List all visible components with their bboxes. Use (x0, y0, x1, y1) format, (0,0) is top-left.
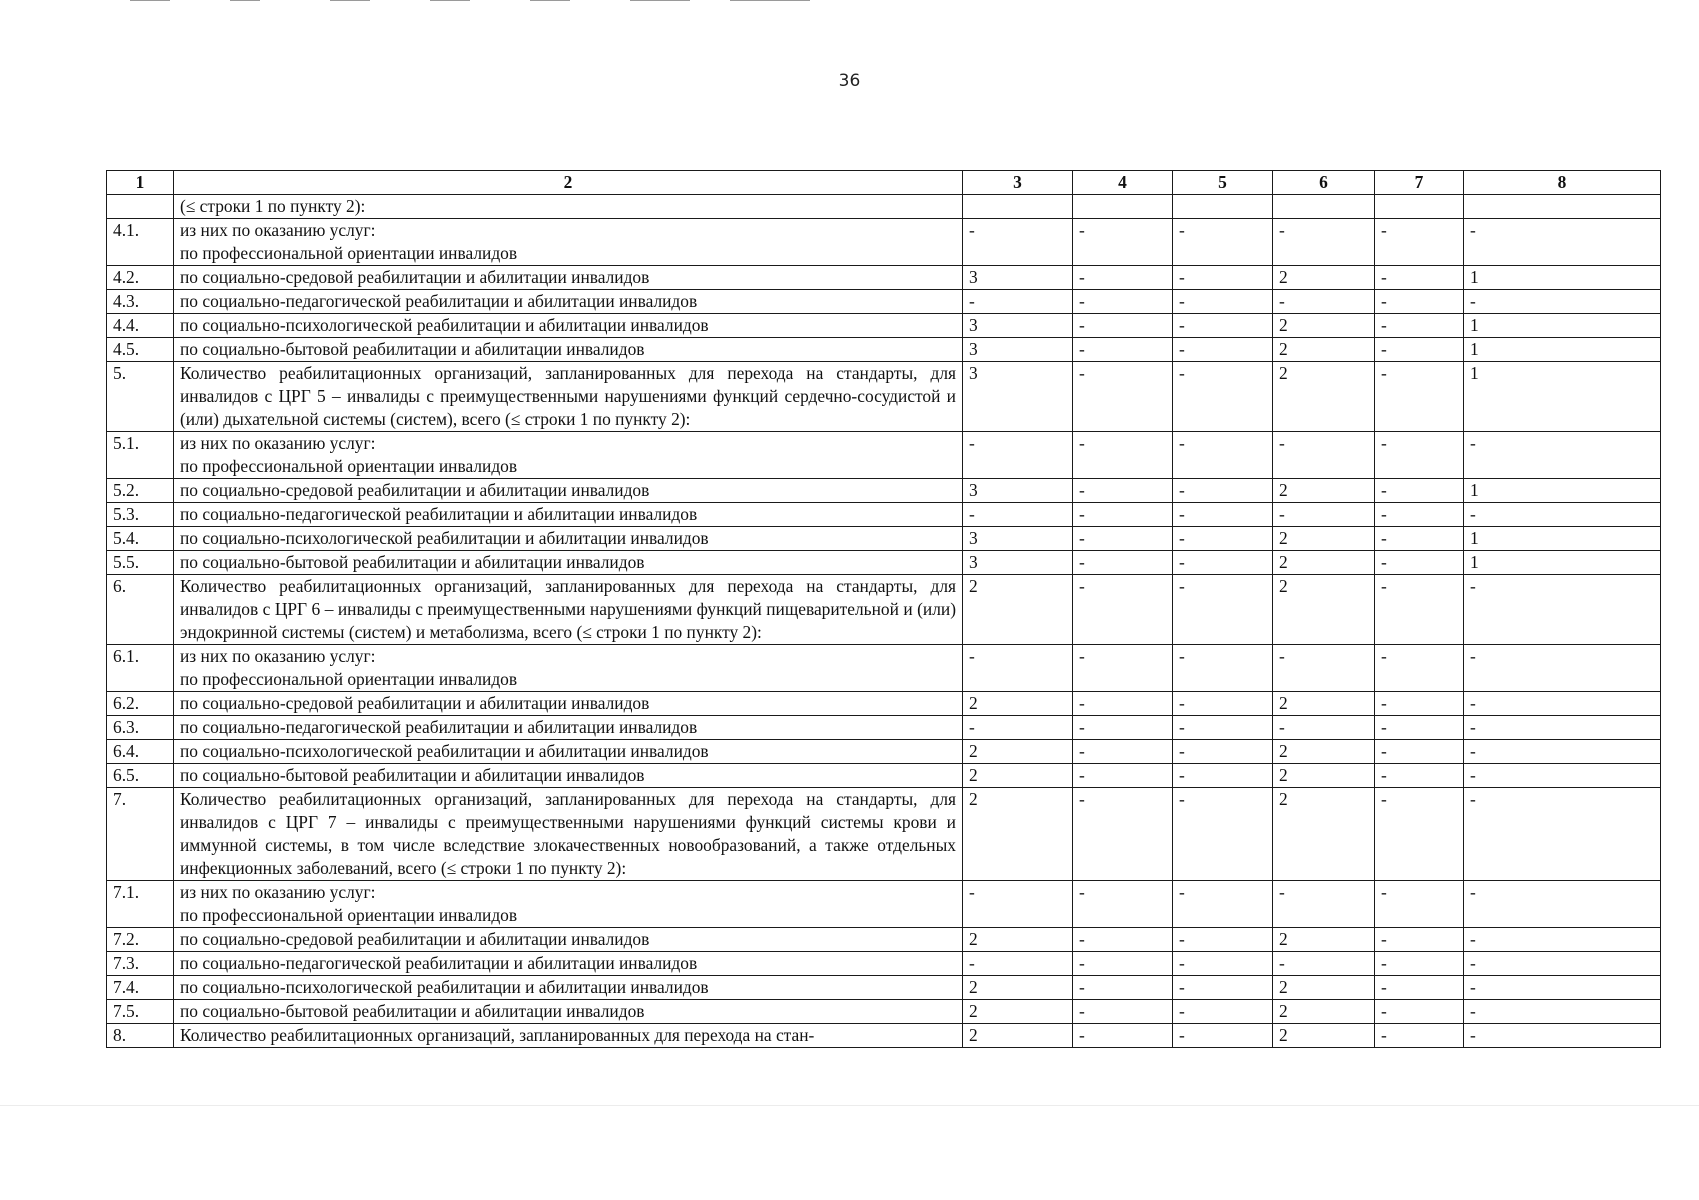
value-cell: - (1073, 266, 1173, 290)
value-cell: - (963, 432, 1073, 479)
value-cell: 2 (1273, 266, 1375, 290)
value-cell: - (1073, 692, 1173, 716)
value-cell (1375, 195, 1464, 219)
value-cell: - (1073, 432, 1173, 479)
value-cell: 2 (963, 976, 1073, 1000)
value-cell: - (1073, 764, 1173, 788)
value-cell: - (1273, 645, 1375, 692)
value-cell: 2 (1273, 575, 1375, 645)
row-number: 4.5. (107, 338, 174, 362)
value-cell: - (1073, 290, 1173, 314)
value-cell: - (963, 219, 1073, 266)
value-cell: - (1464, 1000, 1661, 1024)
table-row (107, 764, 1661, 788)
table-row (107, 881, 1661, 928)
row-number: 6.3. (107, 716, 174, 740)
value-cell: - (1073, 551, 1173, 575)
value-cell: - (1073, 881, 1173, 928)
table-row (107, 266, 1661, 290)
value-cell: - (1173, 503, 1273, 527)
value-cell: - (1375, 928, 1464, 952)
row-description: из них по оказанию услуг: по профессиональной ориентации инвалидов (174, 219, 963, 266)
row-number: 6.4. (107, 740, 174, 764)
value-cell: - (1375, 716, 1464, 740)
column-header: 3 (963, 171, 1073, 195)
value-cell: 2 (1273, 314, 1375, 338)
value-cell: - (1073, 1024, 1173, 1048)
value-cell: - (1375, 952, 1464, 976)
table-row (107, 952, 1661, 976)
row-number: 7.3. (107, 952, 174, 976)
row-number: 5.2. (107, 479, 174, 503)
row-description: по социально-бытовой реабилитации и абилитации инвалидов (174, 338, 963, 362)
row-description: Количество реабилитационных организаций, запланированных для перехода на стандарты, для инвалидов с ЦРГ 6 – инвалиды с преимущественными нарушениями функций пищеварительной и (или) эндокринной системы (систем) и метаболизма, всего (≤ строки 1 по пункту 2): (174, 575, 963, 645)
value-cell: - (963, 645, 1073, 692)
value-cell: - (1173, 266, 1273, 290)
value-cell: 2 (963, 1024, 1073, 1048)
page-number: 36 (838, 71, 861, 91)
value-cell: - (1173, 740, 1273, 764)
value-cell: 1 (1464, 551, 1661, 575)
table-row (107, 432, 1661, 479)
table-row (107, 645, 1661, 692)
row-description: Количество реабилитационных организаций, запланированных для перехода на стандарты, для инвалидов с ЦРГ 5 – инвалиды с преимущественными нарушениями функций сердечно-сосудистой и (или) дыхательной системы (систем), всего (≤ строки 1 по пункту 2): (174, 362, 963, 432)
value-cell: - (1375, 1000, 1464, 1024)
table-row (107, 503, 1661, 527)
scan-artifact (130, 0, 170, 1)
value-cell: 3 (963, 362, 1073, 432)
table-row (107, 195, 1661, 219)
row-number: 8. (107, 1024, 174, 1048)
value-cell: - (1375, 1024, 1464, 1048)
row-description: по социально-бытовой реабилитации и абилитации инвалидов (174, 764, 963, 788)
value-cell: - (1273, 290, 1375, 314)
row-description: по социально-средовой реабилитации и абилитации инвалидов (174, 266, 963, 290)
value-cell: - (963, 503, 1073, 527)
value-cell: - (1273, 952, 1375, 976)
value-cell: 2 (1273, 527, 1375, 551)
value-cell: - (1375, 881, 1464, 928)
value-cell: - (1375, 432, 1464, 479)
value-cell (1073, 195, 1173, 219)
table-row (107, 976, 1661, 1000)
value-cell: 2 (1273, 479, 1375, 503)
row-description: по социально-психологической реабилитации и абилитации инвалидов (174, 976, 963, 1000)
value-cell: - (1464, 503, 1661, 527)
value-cell: - (1173, 551, 1273, 575)
row-number: 5.3. (107, 503, 174, 527)
value-cell: - (1173, 692, 1273, 716)
value-cell: 2 (1273, 928, 1375, 952)
value-cell: - (1173, 976, 1273, 1000)
row-description: по социально-психологической реабилитации и абилитации инвалидов (174, 527, 963, 551)
value-cell: - (1273, 219, 1375, 266)
value-cell: - (1073, 338, 1173, 362)
data-table (106, 170, 1661, 1048)
value-cell: 2 (963, 764, 1073, 788)
value-cell: 2 (963, 692, 1073, 716)
column-header: 6 (1273, 171, 1375, 195)
row-number: 7.5. (107, 1000, 174, 1024)
value-cell: - (1375, 645, 1464, 692)
value-cell: - (1073, 575, 1173, 645)
value-cell: - (1073, 716, 1173, 740)
value-cell: 2 (1273, 338, 1375, 362)
value-cell (1273, 195, 1375, 219)
scan-artifact (530, 0, 570, 1)
value-cell (1173, 195, 1273, 219)
value-cell: - (1375, 503, 1464, 527)
value-cell: 1 (1464, 338, 1661, 362)
value-cell: - (1173, 314, 1273, 338)
value-cell: - (1273, 716, 1375, 740)
value-cell (1464, 195, 1661, 219)
value-cell: - (1073, 952, 1173, 976)
table-row (107, 1024, 1661, 1048)
value-cell: - (1073, 527, 1173, 551)
value-cell: 2 (1273, 551, 1375, 575)
table-row (107, 338, 1661, 362)
table-row (107, 551, 1661, 575)
value-cell: 2 (1273, 1000, 1375, 1024)
value-cell: - (1375, 764, 1464, 788)
column-header: 4 (1073, 171, 1173, 195)
value-cell: - (1073, 928, 1173, 952)
value-cell: - (1464, 432, 1661, 479)
table-row (107, 692, 1661, 716)
row-number (107, 195, 174, 219)
row-number: 5.1. (107, 432, 174, 479)
value-cell: - (1273, 881, 1375, 928)
value-cell: - (1375, 338, 1464, 362)
value-cell: 2 (963, 575, 1073, 645)
row-description: по социально-психологической реабилитации и абилитации инвалидов (174, 740, 963, 764)
value-cell: - (1464, 716, 1661, 740)
value-cell: - (1464, 219, 1661, 266)
value-cell: 3 (963, 266, 1073, 290)
table-row (107, 362, 1661, 432)
value-cell: - (1273, 503, 1375, 527)
value-cell: 2 (963, 740, 1073, 764)
value-cell: - (1375, 219, 1464, 266)
value-cell: - (1173, 290, 1273, 314)
value-cell: - (1073, 976, 1173, 1000)
value-cell (963, 195, 1073, 219)
value-cell: 2 (1273, 1024, 1375, 1048)
value-cell: 1 (1464, 314, 1661, 338)
value-cell: 3 (963, 527, 1073, 551)
table-row (107, 740, 1661, 764)
value-cell: 2 (1273, 788, 1375, 881)
row-description: по социально-психологической реабилитации и абилитации инвалидов (174, 314, 963, 338)
value-cell: - (1375, 788, 1464, 881)
row-number: 6.2. (107, 692, 174, 716)
value-cell: - (1464, 740, 1661, 764)
row-number: 5.5. (107, 551, 174, 575)
row-number: 7.2. (107, 928, 174, 952)
value-cell: - (1464, 1024, 1661, 1048)
row-description: по социально-бытовой реабилитации и абилитации инвалидов (174, 551, 963, 575)
scan-artifact (630, 0, 690, 1)
value-cell: - (1375, 266, 1464, 290)
row-number: 4.4. (107, 314, 174, 338)
table-row (107, 290, 1661, 314)
header-row (107, 171, 1661, 195)
column-header: 8 (1464, 171, 1661, 195)
row-number: 6.1. (107, 645, 174, 692)
value-cell: - (1173, 362, 1273, 432)
row-number: 4.2. (107, 266, 174, 290)
row-number: 5.4. (107, 527, 174, 551)
column-header: 2 (174, 171, 963, 195)
value-cell: - (1464, 290, 1661, 314)
column-header: 5 (1173, 171, 1273, 195)
row-description: (≤ строки 1 по пункту 2): (174, 195, 963, 219)
table-row (107, 1000, 1661, 1024)
value-cell: - (1073, 1000, 1173, 1024)
row-description: по социально-педагогической реабилитации и абилитации инвалидов (174, 503, 963, 527)
scan-artifact (330, 0, 370, 1)
scan-artifact (430, 0, 470, 1)
value-cell: - (1173, 479, 1273, 503)
value-cell: - (1375, 479, 1464, 503)
value-cell: - (1173, 881, 1273, 928)
value-cell: - (1073, 740, 1173, 764)
value-cell: - (963, 952, 1073, 976)
value-cell: - (1173, 432, 1273, 479)
row-number: 4.3. (107, 290, 174, 314)
value-cell: - (1173, 952, 1273, 976)
value-cell: - (1464, 881, 1661, 928)
table-row (107, 219, 1661, 266)
table-row (107, 928, 1661, 952)
value-cell: - (963, 716, 1073, 740)
value-cell: 2 (963, 788, 1073, 881)
row-number: 4.1. (107, 219, 174, 266)
value-cell: - (1375, 740, 1464, 764)
value-cell: - (1375, 976, 1464, 1000)
value-cell: - (1173, 1024, 1273, 1048)
value-cell: - (1073, 362, 1173, 432)
table-row (107, 527, 1661, 551)
scan-artifact (730, 0, 810, 1)
row-description: по социально-педагогической реабилитации и абилитации инвалидов (174, 952, 963, 976)
table-row (107, 314, 1661, 338)
row-description: из них по оказанию услуг: по профессиональной ориентации инвалидов (174, 432, 963, 479)
value-cell: 2 (1273, 764, 1375, 788)
value-cell: 3 (963, 314, 1073, 338)
column-header: 7 (1375, 171, 1464, 195)
row-description: из них по оказанию услуг: по профессиональной ориентации инвалидов (174, 881, 963, 928)
value-cell: - (1375, 314, 1464, 338)
value-cell: - (1464, 788, 1661, 881)
value-cell: - (1375, 527, 1464, 551)
value-cell: - (1173, 788, 1273, 881)
row-description: по социально-бытовой реабилитации и абилитации инвалидов (174, 1000, 963, 1024)
value-cell: 1 (1464, 527, 1661, 551)
row-description: по социально-средовой реабилитации и абилитации инвалидов (174, 479, 963, 503)
value-cell: - (1464, 764, 1661, 788)
page-edge (0, 1105, 1699, 1106)
value-cell: - (1173, 928, 1273, 952)
value-cell: - (1073, 503, 1173, 527)
value-cell: - (1173, 527, 1273, 551)
value-cell: 1 (1464, 362, 1661, 432)
row-number: 7.1. (107, 881, 174, 928)
value-cell: 3 (963, 479, 1073, 503)
value-cell: - (1464, 928, 1661, 952)
value-cell: - (1464, 976, 1661, 1000)
value-cell: - (1073, 479, 1173, 503)
row-number: 6. (107, 575, 174, 645)
value-cell: 3 (963, 338, 1073, 362)
table-row (107, 788, 1661, 881)
value-cell: - (963, 881, 1073, 928)
value-cell: - (1375, 290, 1464, 314)
value-cell: 2 (1273, 362, 1375, 432)
value-cell: - (1173, 575, 1273, 645)
value-cell: - (1464, 575, 1661, 645)
scan-artifact (230, 0, 260, 1)
value-cell: 2 (1273, 740, 1375, 764)
row-description: Количество реабилитационных организаций, запланированных для перехода на стан- (174, 1024, 963, 1048)
table-row (107, 716, 1661, 740)
table-row (107, 575, 1661, 645)
table-row (107, 479, 1661, 503)
value-cell: 2 (963, 928, 1073, 952)
value-cell: - (1464, 692, 1661, 716)
value-cell: - (1073, 788, 1173, 881)
value-cell: - (1173, 716, 1273, 740)
value-cell: 1 (1464, 266, 1661, 290)
value-cell: - (1173, 1000, 1273, 1024)
value-cell: 2 (1273, 976, 1375, 1000)
value-cell: - (1173, 219, 1273, 266)
row-number: 7.4. (107, 976, 174, 1000)
row-description: по социально-педагогической реабилитации и абилитации инвалидов (174, 716, 963, 740)
value-cell: - (1173, 764, 1273, 788)
row-description: из них по оказанию услуг: по профессиональной ориентации инвалидов (174, 645, 963, 692)
row-description: по социально-средовой реабилитации и абилитации инвалидов (174, 928, 963, 952)
value-cell: - (1375, 551, 1464, 575)
value-cell: - (963, 290, 1073, 314)
value-cell: - (1464, 645, 1661, 692)
value-cell: - (1375, 692, 1464, 716)
value-cell: - (1073, 645, 1173, 692)
value-cell: - (1273, 432, 1375, 479)
table-body (107, 195, 1661, 1048)
value-cell: 2 (1273, 692, 1375, 716)
value-cell: 3 (963, 551, 1073, 575)
value-cell: - (1073, 314, 1173, 338)
row-number: 5. (107, 362, 174, 432)
row-number: 7. (107, 788, 174, 881)
value-cell: 1 (1464, 479, 1661, 503)
value-cell: - (1073, 219, 1173, 266)
row-description: по социально-педагогической реабилитации и абилитации инвалидов (174, 290, 963, 314)
value-cell: - (1375, 575, 1464, 645)
value-cell: - (1464, 952, 1661, 976)
row-description: по социально-средовой реабилитации и абилитации инвалидов (174, 692, 963, 716)
value-cell: 2 (963, 1000, 1073, 1024)
value-cell: - (1173, 645, 1273, 692)
row-number: 6.5. (107, 764, 174, 788)
value-cell: - (1375, 362, 1464, 432)
row-description: Количество реабилитационных организаций, запланированных для перехода на стандарты, для инвалидов с ЦРГ 7 – инвалиды с преимущественными нарушениями функций системы крови и иммунной системы, в том числе вследствие злокачественных новообразований, а также отдельных инфекционных заболеваний, всего (≤ строки 1 по пункту 2): (174, 788, 963, 881)
column-header: 1 (107, 171, 174, 195)
value-cell: - (1173, 338, 1273, 362)
